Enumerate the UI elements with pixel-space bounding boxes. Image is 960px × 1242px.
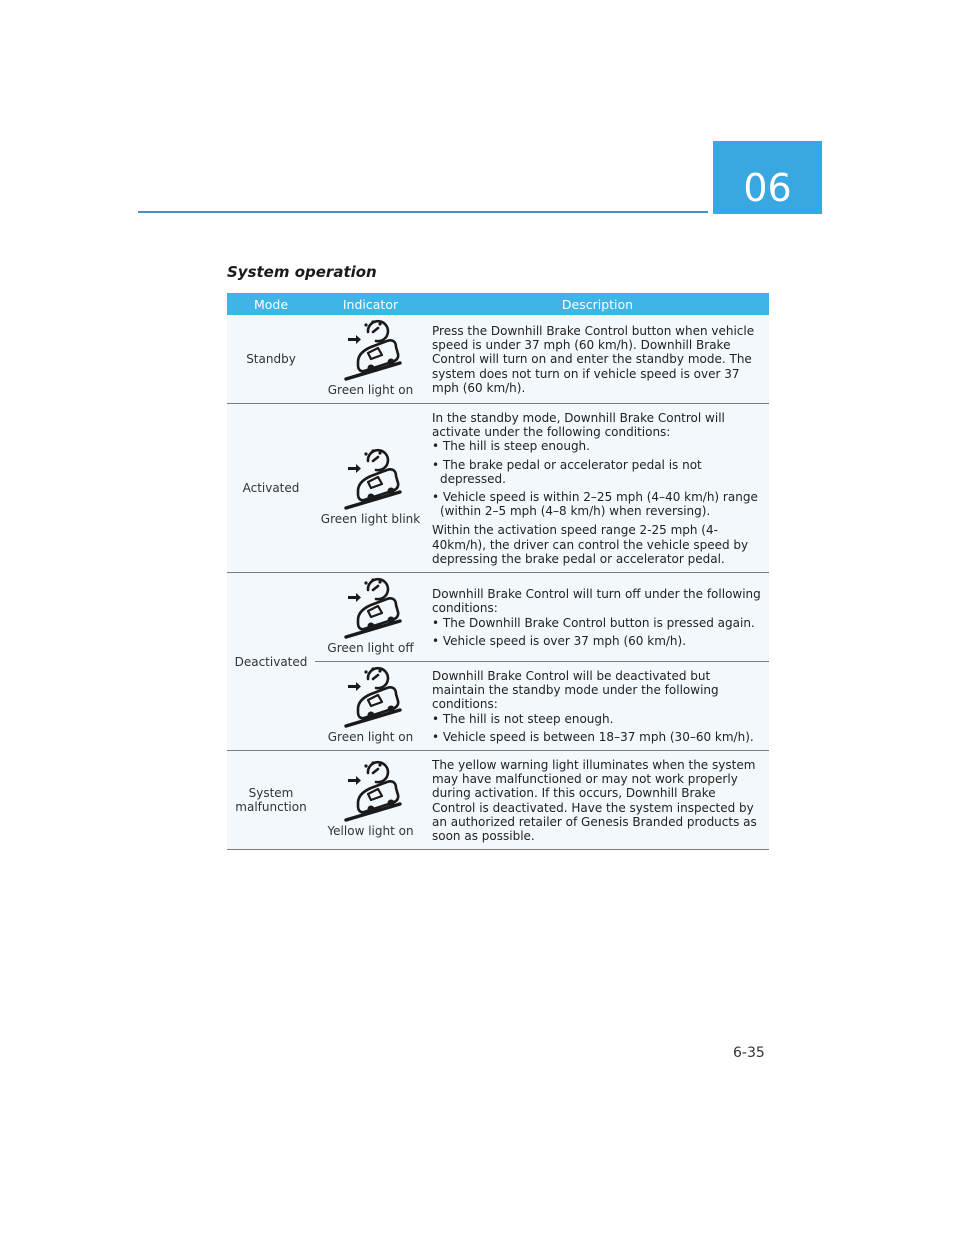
mode-standby: Standby — [227, 315, 315, 404]
table-header-row — [227, 293, 769, 315]
bullet-item: • Vehicle speed is over 37 mph (60 km/h). — [432, 633, 687, 648]
bullet-item: • Vehicle speed is between 18–37 mph (30–60 km/h). — [432, 729, 754, 744]
header-mode: Mode — [227, 293, 315, 315]
indicator-label: Green light on — [327, 730, 414, 745]
description-intro: Downhill Brake Control will turn off under the following conditions: — [432, 587, 761, 616]
description-intro: In the standby mode, Downhill Brake Control will activate under the following conditions: — [432, 411, 725, 440]
downhill-brake-control-icon — [338, 448, 404, 510]
indicator-cell — [315, 404, 426, 573]
chapter-tab: 06 — [713, 141, 822, 214]
downhill-brake-control-icon — [338, 666, 404, 728]
description-cell — [426, 315, 769, 404]
indicator-cell — [315, 315, 426, 404]
description-cell — [426, 662, 769, 751]
description-text: Press the Downhill Brake Control button when vehicle speed is under 37 mph (60 km/h). Downhill Brake Control will turn on and enter the standby mode. The system does not turn on if vehicle speed is over 37 mph (60 km/h). — [432, 323, 755, 395]
description-cell — [426, 404, 769, 573]
mode-deactivated: Deactivated — [227, 573, 315, 751]
description-text: The yellow warning light illuminates when the system may have malfunctioned or may not work properly during activation. If this occurs, Downhill Brake Control is deactivated. Have the system inspected by an authorized retailer of Genesis Branded products as soon as possible. — [432, 758, 757, 844]
header-rule — [138, 211, 708, 213]
description-intro: Downhill Brake Control will be deactivated but maintain the standby mode under the following conditions: — [432, 669, 719, 712]
downhill-brake-control-icon — [338, 577, 404, 639]
bullet-item: • The hill is steep enough. — [432, 439, 590, 454]
table-row — [227, 751, 769, 850]
description-cell — [426, 573, 769, 662]
indicator-cell — [315, 573, 426, 662]
bullet-item: • The hill is not steep enough. — [432, 711, 614, 726]
downhill-brake-control-icon — [338, 319, 404, 381]
mode-system-malfunction — [227, 751, 315, 850]
section-title: System operation — [227, 263, 377, 281]
bullet-item: • The Downhill Brake Control button is pressed again. — [432, 615, 755, 630]
indicator-label: Yellow light on — [327, 824, 414, 839]
table-row — [227, 315, 769, 404]
page-number: 6-35 — [733, 1045, 765, 1061]
header-indicator: Indicator — [315, 293, 426, 315]
description-cell — [426, 751, 769, 850]
table-row — [227, 404, 769, 573]
indicator-label: Green light on — [327, 383, 414, 397]
bullet-item: • The brake pedal or accelerator pedal is not depressed. — [432, 457, 702, 486]
downhill-brake-control-icon — [338, 760, 404, 822]
description-after: Within the activation speed range 2-25 mph (4-40km/h), the driver can control the vehicle speed by depressing the brake pedal or accelerator pedal. — [432, 523, 749, 566]
indicator-label: Green light blink — [320, 512, 421, 527]
header-description: Description — [426, 293, 769, 315]
mode-line: malfunction — [235, 800, 307, 815]
bullet-item: • Vehicle speed is within 2–25 mph (4–40 km/h) range (within 2–5 mph (4–8 km/h) when reversing). — [432, 490, 758, 519]
system-operation-table — [227, 293, 769, 850]
table-row — [227, 573, 769, 662]
indicator-cell — [315, 751, 426, 850]
indicator-label: Green light off — [327, 641, 414, 656]
mode-activated: Activated — [227, 404, 315, 573]
mode-line: System — [248, 786, 294, 801]
indicator-cell — [315, 662, 426, 751]
